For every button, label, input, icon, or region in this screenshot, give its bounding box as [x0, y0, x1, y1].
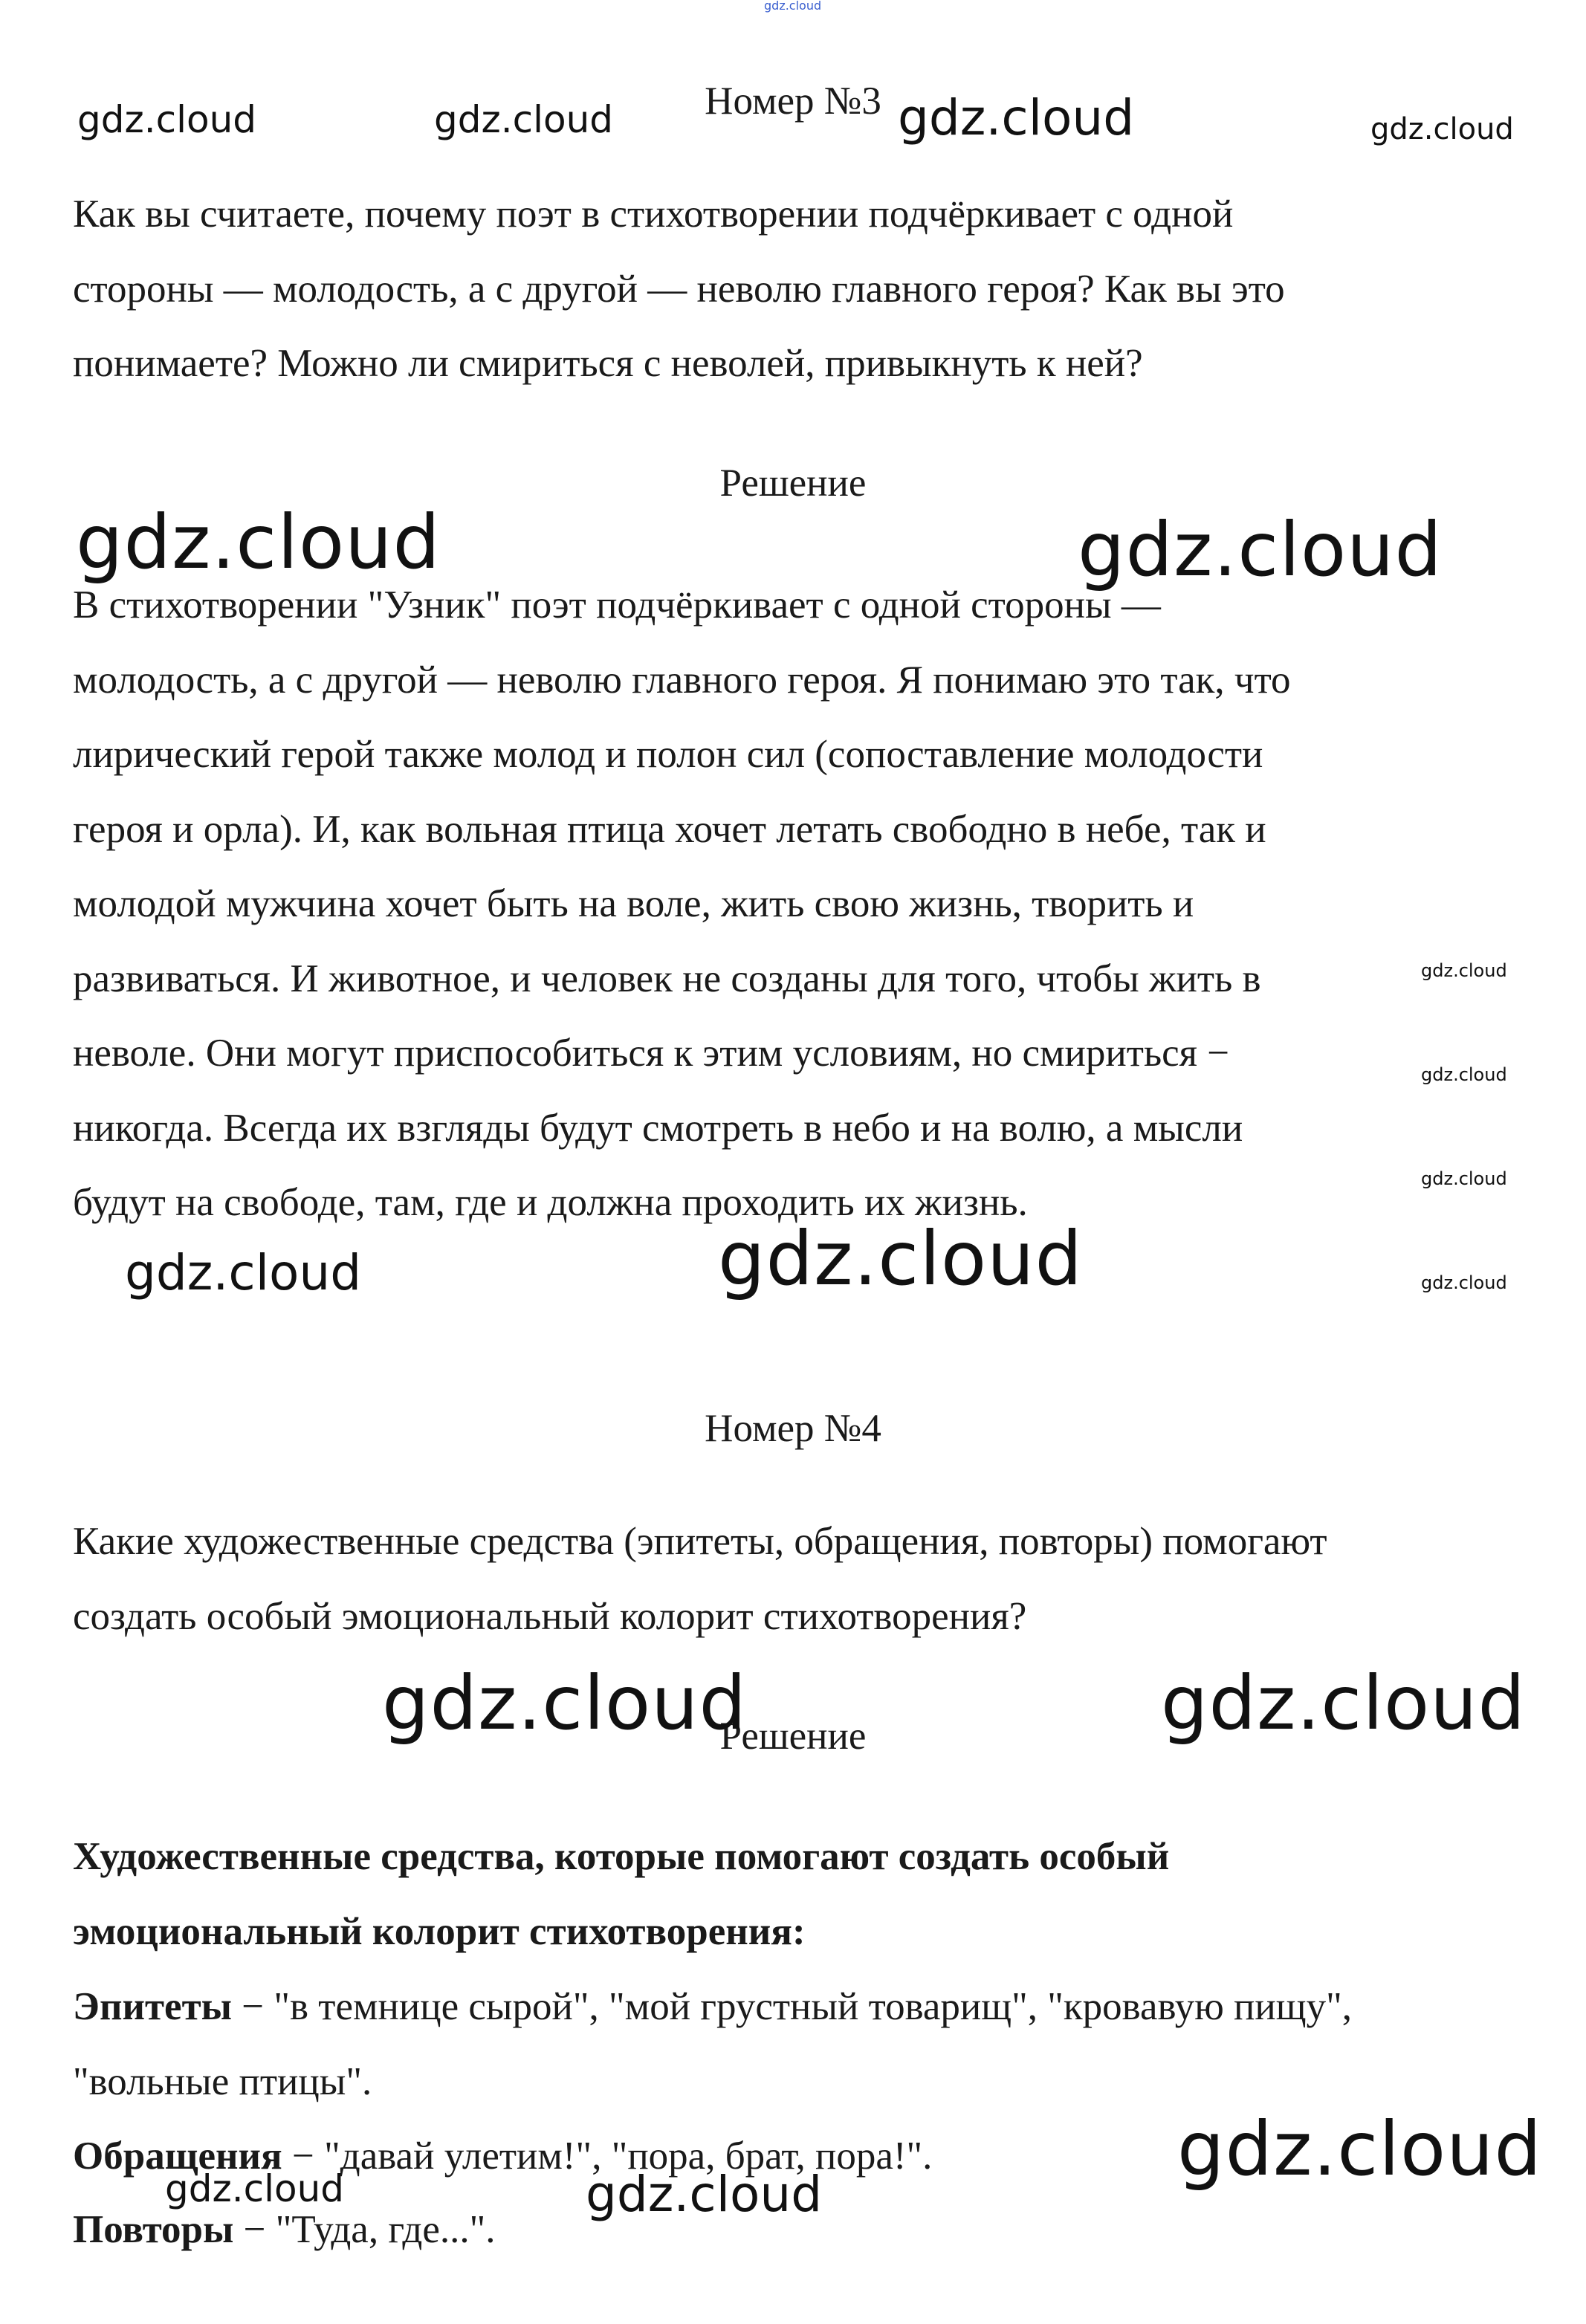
task3-answer-line: развиваться. И животное, и человек не созданы для того, чтобы жить в	[73, 957, 1261, 1000]
task3-heading: Номер №3	[705, 80, 881, 123]
watermark: gdz.cloud	[382, 1660, 748, 1747]
watermark: gdz.cloud	[1421, 1272, 1507, 1293]
watermark: gdz.cloud	[76, 499, 441, 586]
task3-answer-line: героя и орла). И, как вольная птица хочет летать свободно в небе, так и	[73, 807, 1266, 851]
task3-answer-line: молодой мужчина хочет быть на воле, жить свою жизнь, творить и	[73, 882, 1194, 925]
task4-solution-heading: Решение	[719, 1715, 867, 1758]
task4-answer-intro-line: эмоциональный колорит стихотворения:	[73, 1909, 806, 1953]
device-examples: "вольные птицы".	[73, 2059, 372, 2103]
task3-question-line: Как вы считаете, почему поэт в стихотворении подчёркивает с одной	[73, 192, 1234, 236]
watermark: gdz.cloud	[1078, 506, 1443, 593]
watermark: gdz.cloud	[1161, 1660, 1527, 1747]
device-examples: − "Туда, где...".	[233, 2208, 496, 2251]
task4-heading: Номер №4	[705, 1407, 881, 1450]
watermark: gdz.cloud	[586, 2166, 823, 2223]
task4-question	[73, 1504, 1530, 1654]
task4-device-epithets	[73, 1969, 1530, 2119]
watermark: gdz.cloud	[1370, 112, 1514, 146]
task3-question-line: стороны — молодость, а с другой — неволю главного героя? Как вы это	[73, 267, 1285, 311]
task3-answer-line: никогда. Всегда их взгляды будут смотреть в небо и на волю, а мысли	[73, 1106, 1243, 1150]
task4-answer-intro-line: Художественные средства, которые помогают создать особый	[73, 1835, 1170, 1878]
device-term: Повторы	[73, 2208, 234, 2251]
task3-solution-heading: Решение	[719, 462, 867, 505]
device-term: Обращения	[73, 2134, 282, 2178]
task3-answer-line: неволе. Они могут приспособиться к этим условиям, но смириться −	[73, 1032, 1230, 1075]
device-term: Эпитеты	[73, 1985, 232, 2028]
device-examples: − "в темнице сырой", "мой грустный товарищ", "кровавую пищу",	[232, 1985, 1352, 2028]
task4-answer-intro	[73, 1819, 1530, 1969]
task3-answer-line: В стихотворении "Узник" поэт подчёркивает с одной стороны —	[73, 583, 1161, 627]
watermark: gdz.cloud	[434, 98, 614, 141]
task3-answer-line: будут на свободе, там, где и должна проходить их жизнь.	[73, 1181, 1028, 1224]
watermark: gdz.cloud	[898, 89, 1135, 146]
device-examples: − "давай улетим!", "пора, брат, пора!".	[282, 2134, 933, 2178]
task3-answer-line: молодость, а с другой — неволю главного героя. Я понимаю это так, что	[73, 658, 1291, 702]
watermark: gdz.cloud	[1421, 960, 1507, 981]
watermark: gdz.cloud	[764, 0, 822, 13]
task3-question	[73, 177, 1530, 401]
task3-answer-line: лирический герой также молод и полон сил (сопоставление молодости	[73, 733, 1263, 776]
task3-answer	[73, 568, 1530, 1240]
watermark: gdz.cloud	[718, 1215, 1084, 1302]
watermark: gdz.cloud	[1177, 2105, 1543, 2192]
task4-question-line: создать особый эмоциональный колорит стихотворения?	[73, 1594, 1027, 1638]
task4-question-line: Какие художественные средства (эпитеты, обращения, повторы) помогают	[73, 1520, 1327, 1563]
watermark: gdz.cloud	[1421, 1168, 1507, 1189]
watermark: gdz.cloud	[125, 1244, 362, 1301]
watermark: gdz.cloud	[77, 98, 257, 141]
watermark: gdz.cloud	[1421, 1064, 1507, 1085]
task3-question-line: понимаете? Можно ли смириться с неволей, привыкнуть к ней?	[73, 342, 1143, 385]
watermark: gdz.cloud	[165, 2167, 345, 2210]
